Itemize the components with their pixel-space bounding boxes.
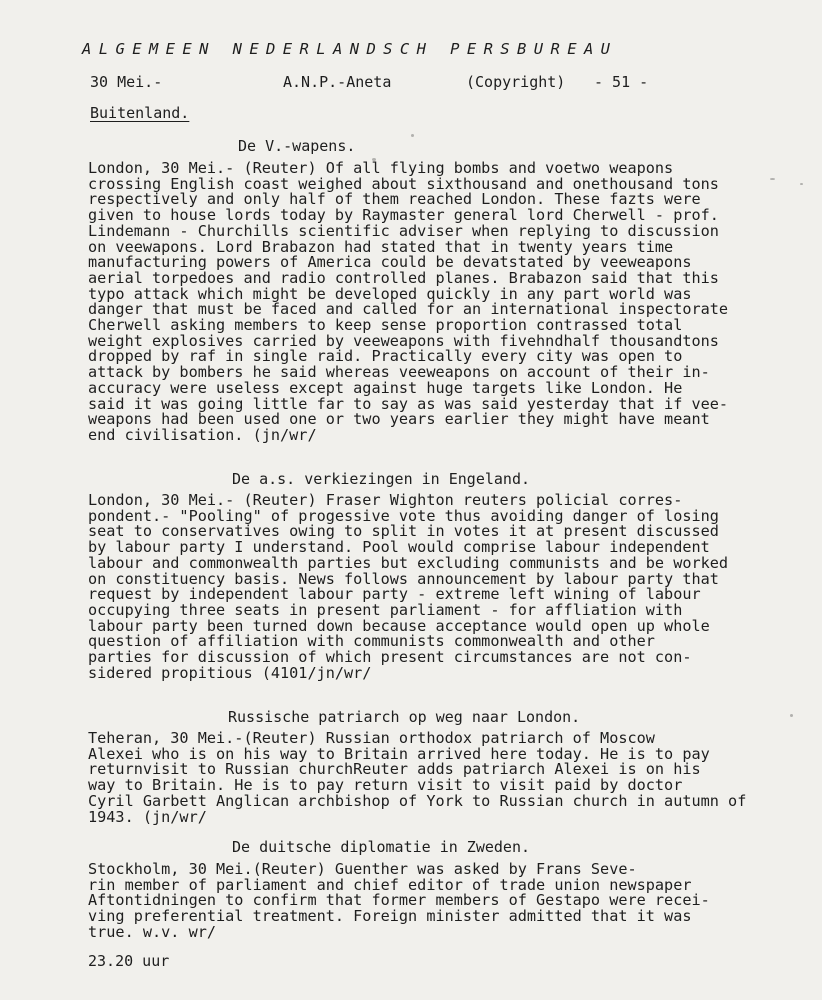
article-line: parties for discussion of which present circumstances are not con- — [88, 648, 692, 667]
section-label: Buitenland. — [90, 104, 190, 122]
article-line: 1943. (jn/wr/ — [88, 807, 207, 826]
article-line: true. w.v. wr/ — [88, 922, 217, 941]
dateline-date: 30 Mei.- — [90, 73, 163, 91]
article-line: way to Britain. He is to pay return visit to visit paid by doctor — [88, 776, 683, 795]
ink-speck — [800, 183, 803, 185]
article-line: end civilisation. (jn/wr/ — [88, 425, 317, 444]
article-line: on constituency basis. News follows announcement by labour party that — [88, 569, 719, 588]
dateline-copyright: (Copyright) — [466, 73, 566, 91]
article-line: given to house lords today by Raymaster general lord Cherwell - prof. — [88, 206, 719, 225]
article-heading: De V.-wapens. — [238, 137, 356, 155]
article-line: respectively and only half of them reached London. These fazts were — [88, 190, 701, 209]
article-line: Aftontidningen to confirm that former members of Gestapo were recei- — [88, 891, 710, 910]
article-line: Alexei who is on his way to Britain arrived here today. He is to pay — [88, 744, 710, 763]
article-line: London, 30 Mei.- (Reuter) Of all flying bombs and voetwo weapons — [88, 159, 674, 177]
masthead: ALGEMEEN NEDERLANDSCH PERSBUREAU — [82, 40, 618, 58]
article-line: accuracy were useless except against huge targets like London. He — [88, 378, 683, 397]
article-line: sidered propitious (4101/jn/wr/ — [88, 663, 372, 682]
ink-speck — [372, 158, 376, 161]
article-line: seat to conservatives owing to split in votes it at present discussed — [88, 522, 719, 541]
article-line: Cyril Garbett Anglican archbishop of York to Russian church in autumn of — [88, 791, 747, 810]
dateline-agency: A.N.P.-Aneta — [283, 73, 392, 91]
article-line: occupying three seats in present parliament - for affliation with — [88, 600, 683, 619]
article-line: weapons had been used one or two years earlier they might have meant — [88, 410, 710, 429]
article-line: Lindemann - Churchills scientific adviser when replying to discussion — [88, 221, 719, 240]
ink-speck — [411, 134, 414, 137]
article-line: question of affiliation with communists commonwealth and other — [88, 632, 655, 651]
article-body — [88, 862, 788, 941]
article-line: crossing English coast weighed about sixthousand and onethousand tons — [88, 174, 719, 193]
article-line: Teheran, 30 Mei.-(Reuter) Russian orthodox patriarch of Moscow — [88, 729, 655, 747]
transmission-time: 23.20 uur — [88, 952, 170, 970]
article-line: labour party been turned down because acceptance would open up whole — [88, 616, 710, 635]
article-heading: Russische patriarch op weg naar London. — [228, 708, 581, 726]
article-body — [88, 731, 788, 825]
article-line: Stockholm, 30 Mei.(Reuter) Guenther was asked by Frans Seve- — [88, 860, 637, 878]
article-line: dropped by raf in single raid. Practically every city was open to — [88, 347, 683, 366]
article-line: said it was going little far to say as was said yesterday that if vee- — [88, 394, 729, 413]
article-line: returnvisit to Russian churchReuter adds patriarch Alexei is on his — [88, 760, 701, 779]
article-line: typo attack which might be developed quickly in any part world was — [88, 284, 692, 303]
article-line: attack by bombers he said whereas veeweapons on account of their in- — [88, 363, 710, 382]
article-line: danger that must be faced and called for an international inspectorate — [88, 300, 729, 319]
article-heading: De a.s. verkiezingen in Engeland. — [232, 470, 531, 488]
article-line: labour and commonwealth parties but excluding communists and be worked — [88, 553, 729, 572]
article-line: by labour party I understand. Pool would comprise labour independent — [88, 538, 710, 557]
article-line: weight explosives carried by veeweapons with fivehndhalf thousandtons — [88, 331, 719, 350]
article-line: manufacturing powers of America could be devatstated by veeweapons — [88, 253, 692, 272]
ink-speck — [770, 178, 775, 180]
article-line: rin member of parliament and chief editor of trade union newspaper — [88, 875, 692, 894]
article-body — [88, 161, 788, 444]
article-heading: De duitsche diplomatie in Zweden. — [232, 838, 531, 856]
article-line: request by independent labour party - extreme left wining of labour — [88, 585, 701, 604]
article-line: London, 30 Mei.- (Reuter) Fraser Wighton reuters policial corres- — [88, 491, 683, 509]
article-line: Cherwell asking members to keep sense proportion contrassed total — [88, 316, 683, 335]
article-line: on veewapons. Lord Brabazon had stated that in twenty years time — [88, 237, 674, 256]
article-line: ving preferential treatment. Foreign minister admitted that it was — [88, 907, 692, 926]
ink-speck — [790, 714, 793, 717]
article-body — [88, 493, 788, 681]
page-number: - 51 - — [594, 73, 649, 91]
article-line: pondent.- "Pooling" of progessive vote thus avoiding danger of losing — [88, 506, 719, 525]
article-line: aerial torpedoes and radio controlled planes. Brabazon said that this — [88, 268, 719, 287]
